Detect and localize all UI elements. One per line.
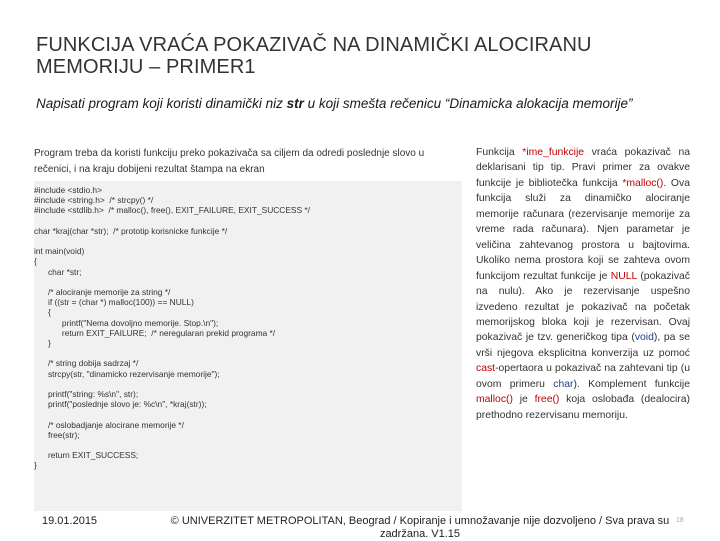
keyword-char: char (553, 378, 574, 390)
explanation-text: koja oslobađa (dealocira) prethodno rezervisanu memoriju. (476, 394, 690, 421)
task-text-post: u koji smešta rečenicu “Dinamicka alokacija memorije” (303, 96, 633, 111)
explanation-text: vraća pokazivač na deklarisani tip tip. Pravi primer za ovakve funkcije je bibliotečka funkcija (476, 147, 690, 189)
page-number: 18 (676, 517, 684, 524)
explanation-text: ), pa se vrši njegova eksplicitna konverzija uz pomoć (476, 332, 691, 359)
keyword-free: free() (534, 394, 560, 406)
title-line-1: FUNKCIJA VRAĆA POKAZIVAČ NA DINAMIČKI ALOCIRANU (36, 34, 592, 56)
explanation-text: (pokazivač na nulu). Ako je rezervisanje uspešno izvedeno rezultat je pokazivač na početak memorijskog bloka koji je rezervisan. Ovaj pokazivač je tzv. generičkog tipa ( (476, 270, 690, 344)
footer-copyright: © UNIVERZITET METROPOLITAN, Beograd / Kopiranje i umnožavanje nije dozvoljeno / Sva prava su zadržana. V1.15 (170, 515, 670, 540)
explanation-text: -opertaora u pokazivač na zahtevani tip (u ovom primeru (476, 363, 690, 390)
explanation-text: ). Komplement funkcije (573, 378, 690, 390)
task-keyword: str (286, 96, 304, 111)
keyword-void: void (634, 332, 654, 344)
slide-title (36, 34, 696, 78)
explanation-text: je (512, 394, 535, 406)
keyword-null: NULL (610, 270, 637, 282)
explanation-text: . Ova funkcija služi za dinamičko alociranje memorije računara (rezervisanje memorije za vreme rada računara). Njen parametar je veličina zahtevanog prostora u bajtovima. Ukoliko nema prostora koji se zahteva ovom funkcijom rezultat funkcije je (476, 177, 690, 282)
keyword-cast: cast (476, 363, 496, 375)
explanation-text: Funkcija (476, 147, 523, 158)
keyword-ime-funkcije: *ime_funkcije (522, 147, 585, 158)
task-statement (36, 94, 656, 114)
keyword-malloc-2: malloc() (476, 394, 513, 406)
title-line-2: MEMORIJU – PRIMER1 (36, 56, 256, 78)
keyword-malloc: *malloc() (622, 177, 664, 189)
footer-date: 19.01.2015 (42, 515, 98, 527)
intro-paragraph: Program treba da koristi funkciju preko pokazivača sa ciljem da odredi poslednje slovo u rečenici, i na kraju dobijeni rezultat štampa na ekran (34, 148, 425, 175)
explanation-paragraph (476, 145, 690, 423)
task-text-pre: Napisati program koji koristi dinamički niz (36, 96, 287, 111)
code-listing: #include <stdio.h> #include <string.h> /* strcpy() */ #include <stdlib.h> /* malloc(), free(), EXIT_FAILURE, EXIT_SUCCESS */ char *kraj(char *str); /* prototip korisnicke funkcije */ int main(void) { char *str; /* alociranje memorije za string */ if ((str = (char *) malloc(100)) == NULL) { printf("Nema dovoljno memorije. Stop.\n"); return EXIT_FAILURE; /* neregularan prekid programa */ } /* string dobija sadrzaj */ strcpy(str, "dinamicko rezervisanje memorije"); printf("string: %s\n", str); printf("poslednje slovo je: %c\n", *kraj(str)); /* oslobadjanje alocirane memorije */ free(str); return EXIT_SUCCESS; } (34, 185, 311, 471)
